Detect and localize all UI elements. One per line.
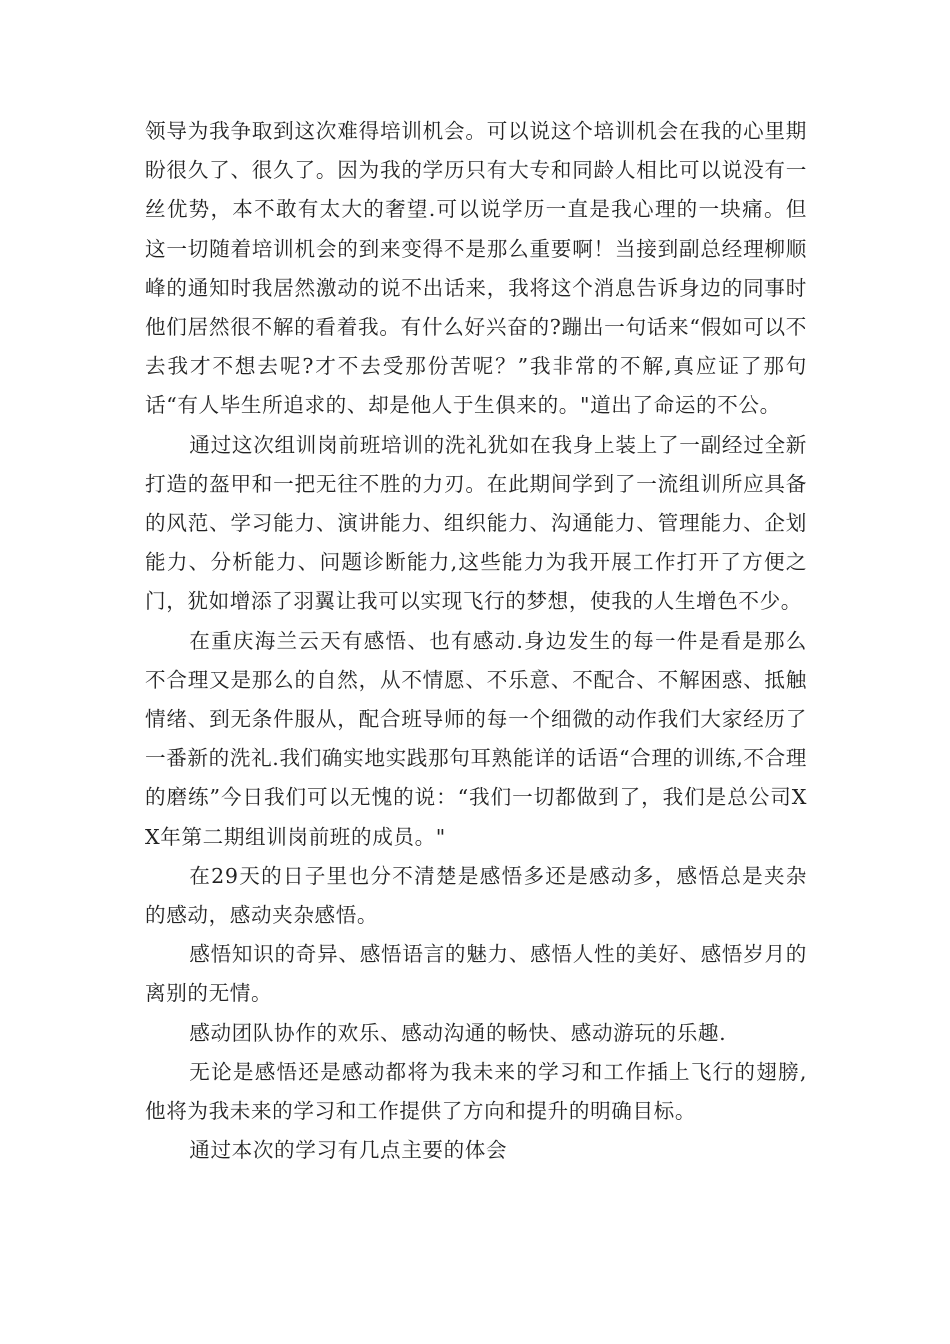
paragraph: 无论是感悟还是感动都将为我未来的学习和工作插上飞行的翅膀,他将为我未来的学习和工作提供了方向和提升的明确目标。 xyxy=(145,1059,807,1124)
paragraph: 在重庆海兰云天有感悟、也有感动.身边发生的每一件是看是那么不合理又是那么的自然，从不情愿、不乐意、不配合、不解困惑、抵触情绪、到无条件服从，配合班导师的每一个细微的动作我们大家经历了一番新的洗礼.我们确实地实践那句耳熟能详的话语“合理的训练,不合理的磨练”今日我们可以无愧的说：“我们一切都做到了，我们是总公司XX年第二期组训岗前班的成员。" xyxy=(145,628,807,849)
paragraph: 通过这次组训岗前班培训的洗礼犹如在我身上装上了一副经过全新打造的盔甲和一把无往不胜的力刃。在此期间学到了一流组训所应具备的风范、学习能力、演讲能力、组织能力、沟通能力、管理能力、企划能力、分析能力、问题诊断能力,这些能力为我开展工作打开了方便之门，犹如增添了羽翼让我可以实现飞行的梦想，使我的人生增色不少。 xyxy=(145,432,807,614)
paragraph: 感悟知识的奇异、感悟语言的魅力、感悟人性的美好、感悟岁月的离别的无情。 xyxy=(145,942,807,1006)
paragraph: 感动团队协作的欢乐、感动沟通的畅快、感动游玩的乐趣. xyxy=(189,1020,727,1045)
paragraph: 通过本次的学习有几点主要的体会 xyxy=(189,1138,508,1163)
document-body xyxy=(145,112,807,1170)
paragraph: 领导为我争取到这次难得培训机会。可以说这个培训机会在我的心里期盼很久了、很久了。因为我的学历只有大专和同龄人相比可以说没有一丝优势，本不敢有太大的奢望.可以说学历一直是我心理的一块痛。但这一切随着培训机会的到来变得不是那么重要啊！当接到副总经理柳顺峰的通知时我居然激动的说不出话来，我将这个消息告诉身边的同事时他们居然很不解的看着我。有什么好兴奋的?蹦出一句话来“假如可以不去我才不想去呢?才不去受那份苦呢？”我非常的不解,真应证了那句话“有人毕生所追求的、却是他人于生俱来的。"道出了命运的不公。 xyxy=(145,119,808,418)
paragraph: 在29天的日子里也分不清楚是感悟多还是感动多，感悟总是夹杂的感动，感动夹杂感悟。 xyxy=(145,863,807,928)
